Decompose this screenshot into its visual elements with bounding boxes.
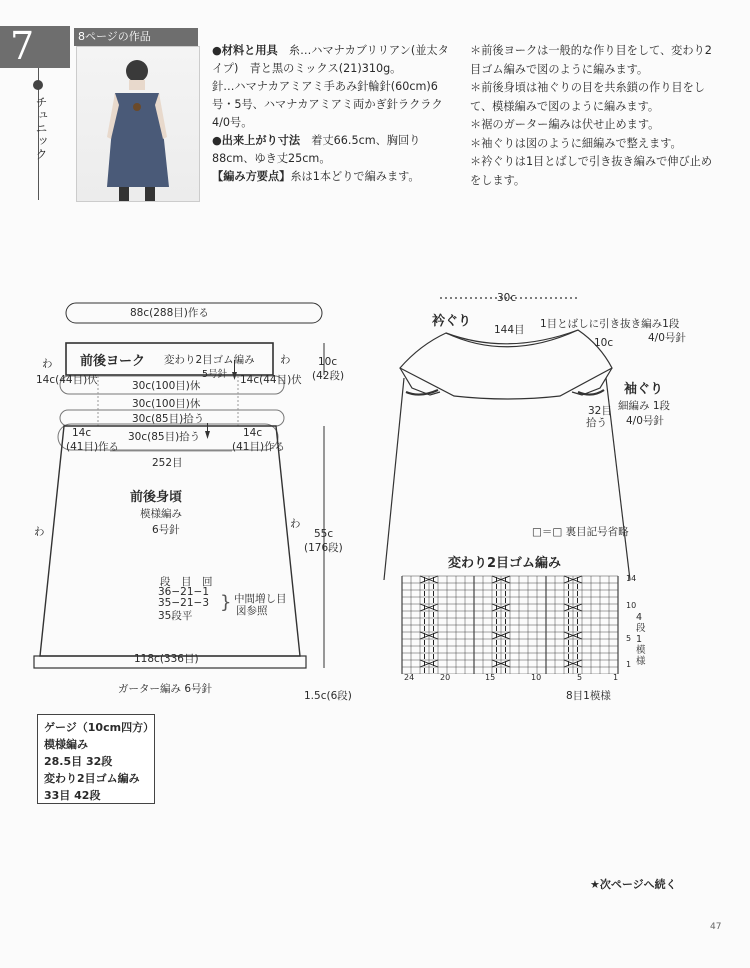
side-right-width: 14c — [243, 427, 263, 439]
cast-on-label: 88c(288目)作る — [130, 307, 209, 319]
armhole-hook: 4/0号針 — [626, 415, 664, 427]
hem-height: 1.5c(6段) — [304, 690, 352, 702]
increase-header: 段 目 回 — [160, 576, 213, 588]
center-rest-2: 30c(100目)休 — [132, 398, 201, 410]
brace: } — [220, 592, 232, 613]
stitch-chart-grid — [400, 574, 630, 674]
stitch-count-252: 252目 — [152, 457, 183, 469]
col-label-1: 1 — [613, 673, 619, 682]
right-bind-off: 14c(44目)伏 — [240, 374, 302, 386]
note-item: ＊裾のガーター編みは伏せ止めます。 — [470, 118, 660, 131]
page-reference: 8ページの作品 — [74, 28, 198, 46]
col-label-24: 24 — [404, 673, 415, 682]
page-number: 47 — [710, 922, 722, 932]
row-label-5: 5 — [626, 634, 632, 643]
note-item: ＊衿ぐりは1目とばしで引き抜き編みで伸び止めをします。 — [470, 155, 713, 187]
neck-note: 1目とばしに引き抜き編み1段 — [540, 318, 680, 330]
gauge-pattern-2-value: 33目 42段 — [44, 789, 101, 802]
col-label-20: 20 — [440, 673, 451, 682]
armhole-pick: 32目 — [588, 405, 612, 417]
note-item: ＊前後身頃は袖ぐりの目を共糸鎖の作り目をして、模様編みで図のように編みます。 — [470, 81, 705, 113]
increase-row-1: 36−21−1 — [158, 586, 209, 598]
side-left-width: 14c — [72, 427, 92, 439]
gauge-title: ゲージ（10cm四方） — [44, 721, 155, 734]
center-rest-1: 30c(100目)休 — [132, 380, 201, 392]
yoke-rows: (42段) — [312, 370, 345, 382]
increase-note-1: 中間増し目 — [234, 593, 287, 605]
side-right-cast: (41目)作る — [232, 441, 286, 453]
note-item: ＊前後ヨークは一般的な作り目をして、変わり2目ゴム編みで図のように編みます。 — [470, 44, 712, 76]
pick-up-2: 30c(85目)拾う — [128, 431, 201, 443]
col-label-10: 10 — [531, 673, 542, 682]
chart-legend: □＝□ 裏目記号省略 — [532, 526, 629, 538]
body-title: 前後身頃 — [130, 490, 183, 505]
pattern-number: 7 — [10, 24, 35, 68]
note-item: ＊袖ぐりは図のように細編みで整えます。 — [470, 136, 682, 150]
neck-stitches: 144目 — [494, 324, 525, 336]
yoke-height: 10c — [318, 356, 338, 368]
size-heading: ●出来上がり寸法 — [212, 134, 301, 147]
col-label-15: 15 — [485, 673, 496, 682]
wa-body-left: わ — [34, 526, 45, 538]
body-rows: (176段) — [304, 542, 343, 554]
gauge-pattern-1: 模様編み — [44, 738, 88, 751]
points-text: 糸は1本どりで編みます。 — [290, 170, 420, 183]
increase-note-2: 図参照 — [236, 605, 268, 617]
repeat-rows: 4段1模様 — [636, 612, 646, 667]
repeat-stitches: 8目1模様 — [566, 690, 611, 702]
hem-label: ガーター編み 6号針 — [118, 683, 213, 695]
hem-width: 118c(336目) — [134, 653, 199, 665]
materials-needles: 針…ハマナカアミアミ手あみ針輪針(60cm)6号・5号、ハマナカアミアミ両かぎ針ラクラク4/0号。 — [212, 80, 443, 129]
yoke-needle: 5号針 — [202, 369, 228, 380]
chart-title: 変わり2目ゴム編み — [448, 556, 562, 571]
body-needle: 6号針 — [152, 524, 180, 536]
body-pattern: 模様編み — [140, 508, 182, 520]
category-title: チュニック — [34, 96, 48, 161]
materials-yarn: 糸…ハマナカブリリアン(並太タイプ) 青と黒のミックス(21)310g。 — [212, 44, 449, 75]
wa-left: わ — [42, 358, 53, 370]
col-label-5: 5 — [577, 673, 583, 682]
neck-hook: 4/0号針 — [648, 332, 686, 344]
body-height: 55c — [314, 528, 334, 540]
increase-row-2: 35−21−3 — [158, 597, 209, 609]
points-heading: 【編み方要点】 — [212, 170, 291, 183]
chart-lines — [402, 576, 618, 674]
wa-right: わ — [280, 354, 291, 366]
pick-up-1: 30c(85目)拾う — [132, 413, 205, 425]
gauge-box — [37, 714, 155, 804]
armhole-note: 細編み 1段 — [618, 400, 671, 412]
continue-note: ★次ページへ続く — [590, 878, 677, 891]
gauge-pattern-1-value: 28.5目 32段 — [44, 755, 113, 768]
yoke-pattern: 変わり2目ゴム編み — [164, 354, 255, 366]
materials-heading: ●材料と用具 — [212, 44, 278, 57]
left-bind-off: 14c(44目)伏 — [36, 374, 98, 386]
armhole-pick-2: 拾う — [586, 417, 607, 429]
side-left-cast: (41目)作る — [66, 441, 120, 453]
yoke-title: 前後ヨーク — [80, 354, 146, 369]
size-text: 着丈66.5cm、胸回り88cm、ゆき丈25cm。 — [212, 134, 421, 165]
neck-width: 30c — [497, 292, 517, 304]
row-label-1: 1 — [626, 660, 632, 669]
increase-row-3: 35段平 — [158, 610, 193, 622]
gauge-pattern-2: 変わり2目ゴム編み — [44, 772, 140, 785]
armhole-title: 袖ぐり — [624, 382, 664, 397]
neck-depth: 10c — [594, 337, 614, 349]
neck-title: 衿ぐり — [432, 314, 472, 329]
wa-body-right: わ — [290, 518, 301, 530]
row-label-10: 10 — [626, 601, 637, 610]
row-label-14: 14 — [626, 574, 637, 583]
